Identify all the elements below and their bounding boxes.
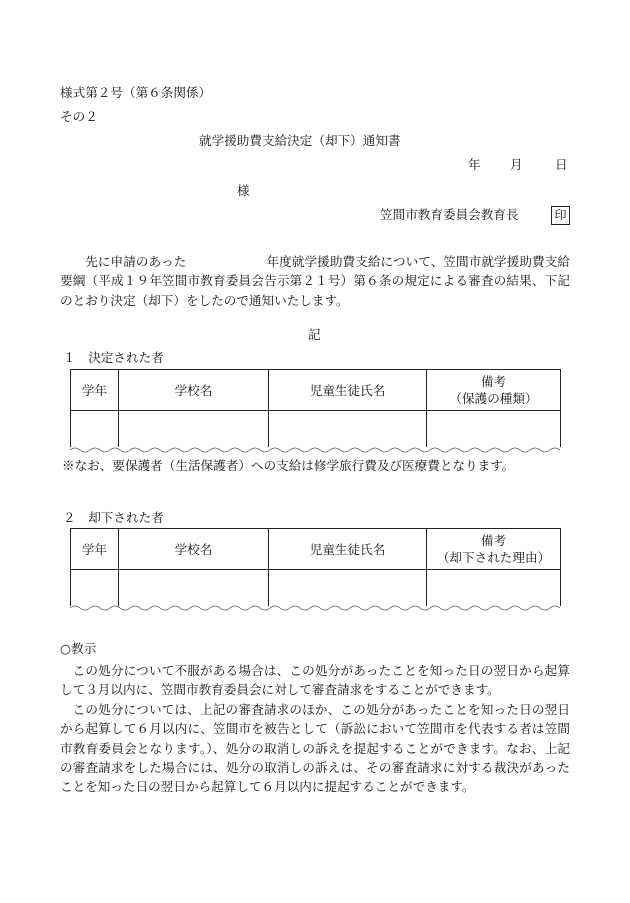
col-grade: 学年 [71,529,119,570]
col-school: 学校名 [119,529,269,570]
section2-heading: ２ 却下された者 [63,510,164,525]
instruction-body [60,661,570,797]
document-title: 就学援助費支給決定（却下）通知書 [199,133,401,148]
col-student-name: 児童生徒氏名 [269,370,427,411]
intro-paragraph [60,252,570,310]
issuer: 笠間市教育委員会教育長 [380,207,519,222]
section2-table [70,528,561,606]
col-grade: 学年 [71,370,119,411]
cell-grade [71,570,119,607]
instruction-heading: ○教示 [60,641,97,656]
intro-part1: 先に申請のあった [85,254,187,269]
cell-grade [71,411,119,448]
col-student-name: 児童生徒氏名 [269,529,427,570]
section1-note: ※なお、要保護者（生活保護者）への支給は修学旅行費及び医療費となります。 [62,458,515,473]
remarks-title: 備考 [480,533,507,548]
instruction-paragraph-1: この処分について不服がある場合は、この処分があったことを知った日の翌日から起算して３月以内に、笠間市教育委員会に対して審査請求をすることができます。 [60,663,570,698]
cell-student-name [269,570,427,607]
section1-heading: １ 決定された者 [63,350,164,365]
cell-remarks [427,570,561,607]
col-remarks [427,529,561,570]
ki-label: 記 [308,327,321,342]
table-cutoff-wave [70,446,560,454]
cell-school [119,570,269,607]
intro-part2: 年度就学援助費支給について、笠間市就学援助費支給要綱（平成１９年笠間市教育委員会告示第２１号）第６条の規定による審査の結果、下記のとおり決定（却下）をしたので通知いたします。 [60,254,570,308]
cell-school [119,411,269,448]
remarks-sub: （却下された理由） [436,550,551,565]
seal-box: 印 [551,206,570,225]
date-month: 月 [510,157,523,172]
cell-student-name [269,411,427,448]
sub-number: その２ [60,109,98,124]
col-remarks [427,370,561,411]
remarks-sub: （保護の種類） [449,391,538,406]
date-day: 日 [555,157,568,172]
cell-remarks [427,411,561,448]
recipient-suffix: 様 [237,183,250,198]
date-year: 年 [468,157,481,172]
section1-table [70,369,561,447]
remarks-title: 備考 [480,374,507,389]
form-number: 様式第２号（第６条関係） [60,85,212,100]
col-school: 学校名 [119,370,269,411]
instruction-paragraph-2: この処分については、上記の審査請求のほか、この処分があったことを知った日の翌日から起算して６月以内に、笠間市を被告として（訴訟において笠間市を代表する者は笠間市教育委員会となります。）、処分の取消しの訴えを提起することができます。なお、上記の審査請求をした場合には、処分の取消しの訴えは、その審査請求に対する裁決があったことを知った日の翌日から起算して６月以内に提起することができます。 [60,701,570,795]
table-cutoff-wave [70,604,560,612]
